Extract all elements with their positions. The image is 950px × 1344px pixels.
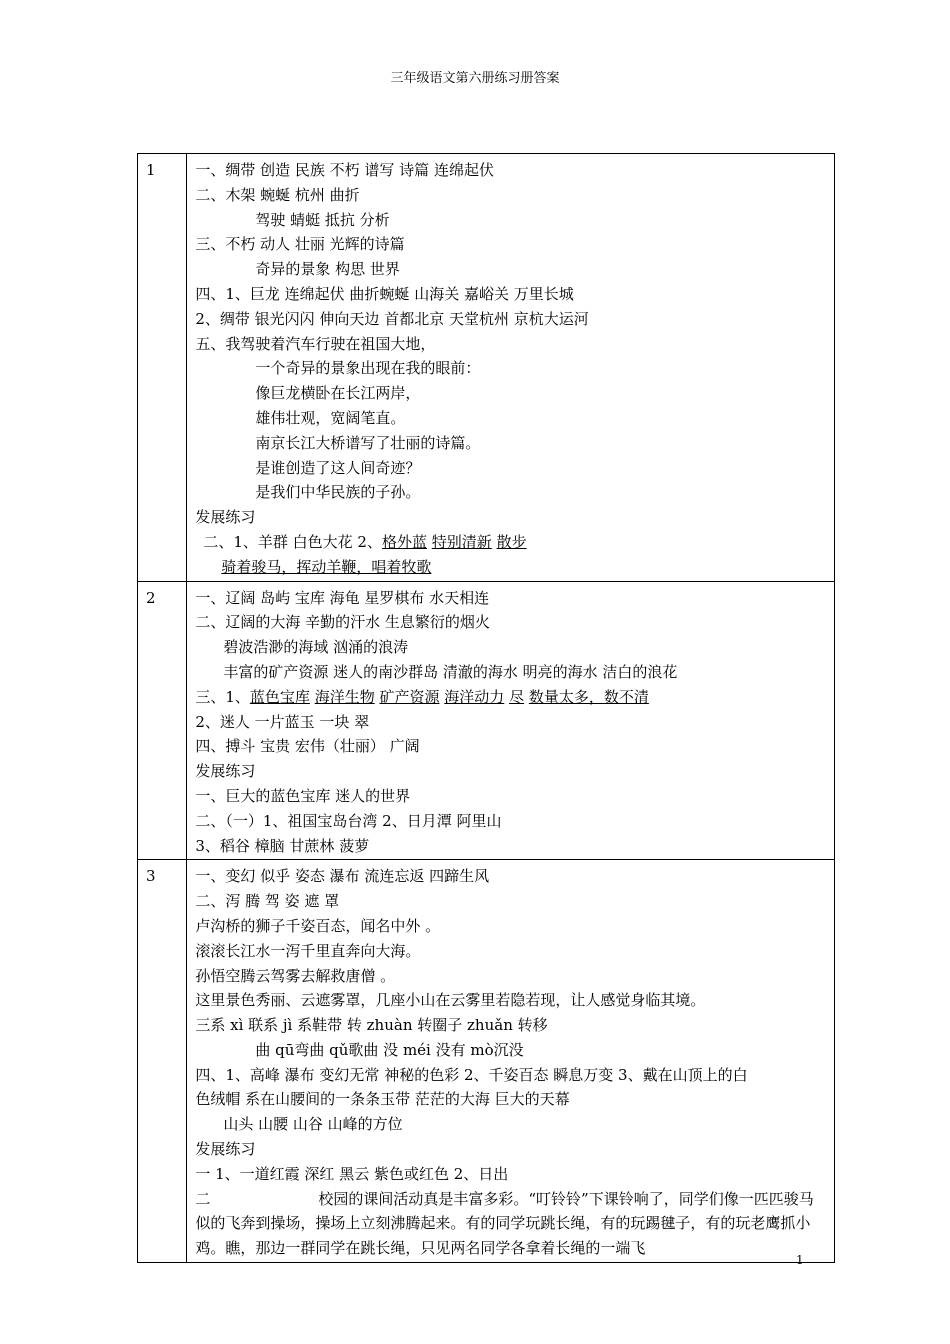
table-row xyxy=(138,860,835,1263)
answer-line: 五、我驾驶着汽车行驶在祖国大地， xyxy=(195,334,436,353)
answer-line: 二、辽阔的大海 辛勤的汗水 生息繁衍的烟火 xyxy=(195,613,490,632)
answer-line: 四、搏斗 宝贵 宏伟（壮丽） 广阔 xyxy=(195,737,420,756)
answer-line: 色绒帽 系在山腰间的一条条玉带 茫茫的大海 巨大的天幕 xyxy=(195,1090,570,1109)
row-number: 1 xyxy=(138,154,187,582)
underlined-answer: 蓝色宝库 xyxy=(249,687,310,706)
answer-line: 一、巨大的蓝色宝库 迷人的世界 xyxy=(195,786,411,805)
page-number: 1 xyxy=(796,1253,804,1267)
answer-line: 这里景色秀丽、云遮雾罩，几座小山在云雾里若隐若现，让人感觉身临其境。 xyxy=(195,991,706,1010)
answer-line xyxy=(195,555,828,580)
underlined-answer xyxy=(195,558,431,576)
answer-line: 四、1、巨龙 连绵起伏 曲折蜿蜒 山海关 嘉峪关 万里长城 xyxy=(195,284,574,303)
answer-line: 一、辽阔 岛屿 宝库 海龟 星罗棋布 水天相连 xyxy=(195,588,490,607)
answer-line: 二、泻 腾 驾 姿 遮 罩 xyxy=(195,892,340,911)
answer-text: 三、1、 xyxy=(195,687,250,706)
answer-table xyxy=(137,153,835,1263)
answer-line xyxy=(195,530,828,555)
answer-line: 孙悟空腾云驾雾去解救唐僧 。 xyxy=(195,966,396,985)
answer-line: 四、1、高峰 瀑布 变幻无常 神秘的色彩 2、千姿百态 瞬息万变 3、戴在山顶上的白 xyxy=(195,1065,748,1084)
answer-line: 一、变幻 似乎 姿态 瀑布 流连忘返 四蹄生风 xyxy=(195,867,490,886)
answer-line: 像巨龙横卧在长江两岸， xyxy=(255,384,421,403)
answer-line: 2、绸带 银光闪闪 伸向天边 首都北京 天堂杭州 京杭大运河 xyxy=(195,309,589,328)
underlined-answer: 尽 xyxy=(509,687,525,706)
answer-line: 二、（一）1、祖国宝岛台湾 2、日月潭 阿里山 xyxy=(195,811,502,830)
table-row xyxy=(138,154,835,582)
section-heading: 发展练习 xyxy=(195,508,256,527)
answer-line: 卢沟桥的狮子千姿百态，闻名中外 。 xyxy=(195,916,441,935)
answer-line: 一个奇异的景象出现在我的眼前： xyxy=(255,359,481,378)
row-number: 2 xyxy=(138,581,187,860)
answer-line: 3、稻谷 樟脑 甘蔗林 菠萝 xyxy=(195,836,370,855)
table-row xyxy=(138,581,835,860)
answer-line: 奇异的景象 构思 世界 xyxy=(255,260,400,279)
answer-line: 丰富的矿产资源 迷人的南沙群岛 清澈的海水 明亮的海水 洁白的浪花 xyxy=(223,662,678,681)
essay-text: 校园的课间活动真是丰富多彩。“叮铃铃”下课铃响了，同学们像一匹匹骏马似的飞奔到操场，操场上立刻沸腾起来。有的同学玩跳长绳，有的玩踢毽子，有的玩老鹰抓小鸡。瞧，那边一群同学在跳长绳，只见两名同学各拿着长绳的一端飞 xyxy=(195,1189,814,1258)
answer-line: 南京长江大桥谱写了壮丽的诗篇。 xyxy=(255,433,481,452)
essay-label: 二 xyxy=(195,1189,211,1208)
answer-line xyxy=(195,685,828,710)
answer-line: 曲 qū弯曲 qǔ歌曲 没 méi 没有 mò沉没 xyxy=(255,1040,524,1059)
page-header: 三年级语文第六册练习册答案 xyxy=(390,71,560,86)
section-heading: 发展练习 xyxy=(195,762,256,781)
essay-paragraph xyxy=(195,1187,828,1261)
row-number: 3 xyxy=(138,860,187,1263)
answer-line: 二、木架 蜿蜒 杭州 曲折 xyxy=(195,185,360,204)
underlined-answer: 格外蓝 xyxy=(381,532,427,551)
answer-line: 一、绸带 创造 民族 不朽 谱写 诗篇 连绵起伏 xyxy=(195,161,494,179)
answer-line: 雄伟壮观，宽阔笔直。 xyxy=(255,408,406,427)
answer-line: 三系 xì 联系 jì 系鞋带 转 zhuàn 转圈子 zhuǎn 转移 xyxy=(195,1016,548,1035)
answer-line: 山头 山腰 山谷 山峰的方位 xyxy=(223,1115,403,1134)
underlined-answer: 数量太多，数不清 xyxy=(528,687,649,706)
answer-line: 2、迷人 一片蓝玉 一块 翠 xyxy=(195,712,370,731)
underlined-answer: 矿产资源 xyxy=(379,687,440,706)
underlined-answer: 海洋生物 xyxy=(314,687,375,706)
underlined-answer: 特别清新 xyxy=(431,532,492,551)
underlined-text: 骑着骏马，挥动羊鞭，唱着牧歌 xyxy=(221,557,432,576)
row-content xyxy=(187,154,835,582)
answer-line: 是谁创造了这人间奇迹？ xyxy=(255,458,421,477)
answer-text: 二、1、羊群 白色大花 2、 xyxy=(203,532,382,551)
answer-line: 是我们中华民族的子孙。 xyxy=(255,483,421,502)
row-content xyxy=(187,581,835,860)
answer-line: 驾驶 蜻蜓 抵抗 分析 xyxy=(255,210,390,229)
answer-line: 滚滚长江水一泻千里直奔向大海。 xyxy=(195,941,421,960)
answer-line: 三、不朽 动人 壮丽 光辉的诗篇 xyxy=(195,235,405,254)
underlined-answer: 海洋动力 xyxy=(444,687,505,706)
underlined-answer: 散步 xyxy=(496,532,527,551)
row-content xyxy=(187,860,835,1263)
answer-line: 一 1、一道红霞 深红 黑云 紫色或红色 2、日出 xyxy=(195,1164,509,1183)
section-heading: 发展练习 xyxy=(195,1140,256,1159)
answer-line: 碧波浩渺的海域 汹涌的浪涛 xyxy=(223,638,409,657)
